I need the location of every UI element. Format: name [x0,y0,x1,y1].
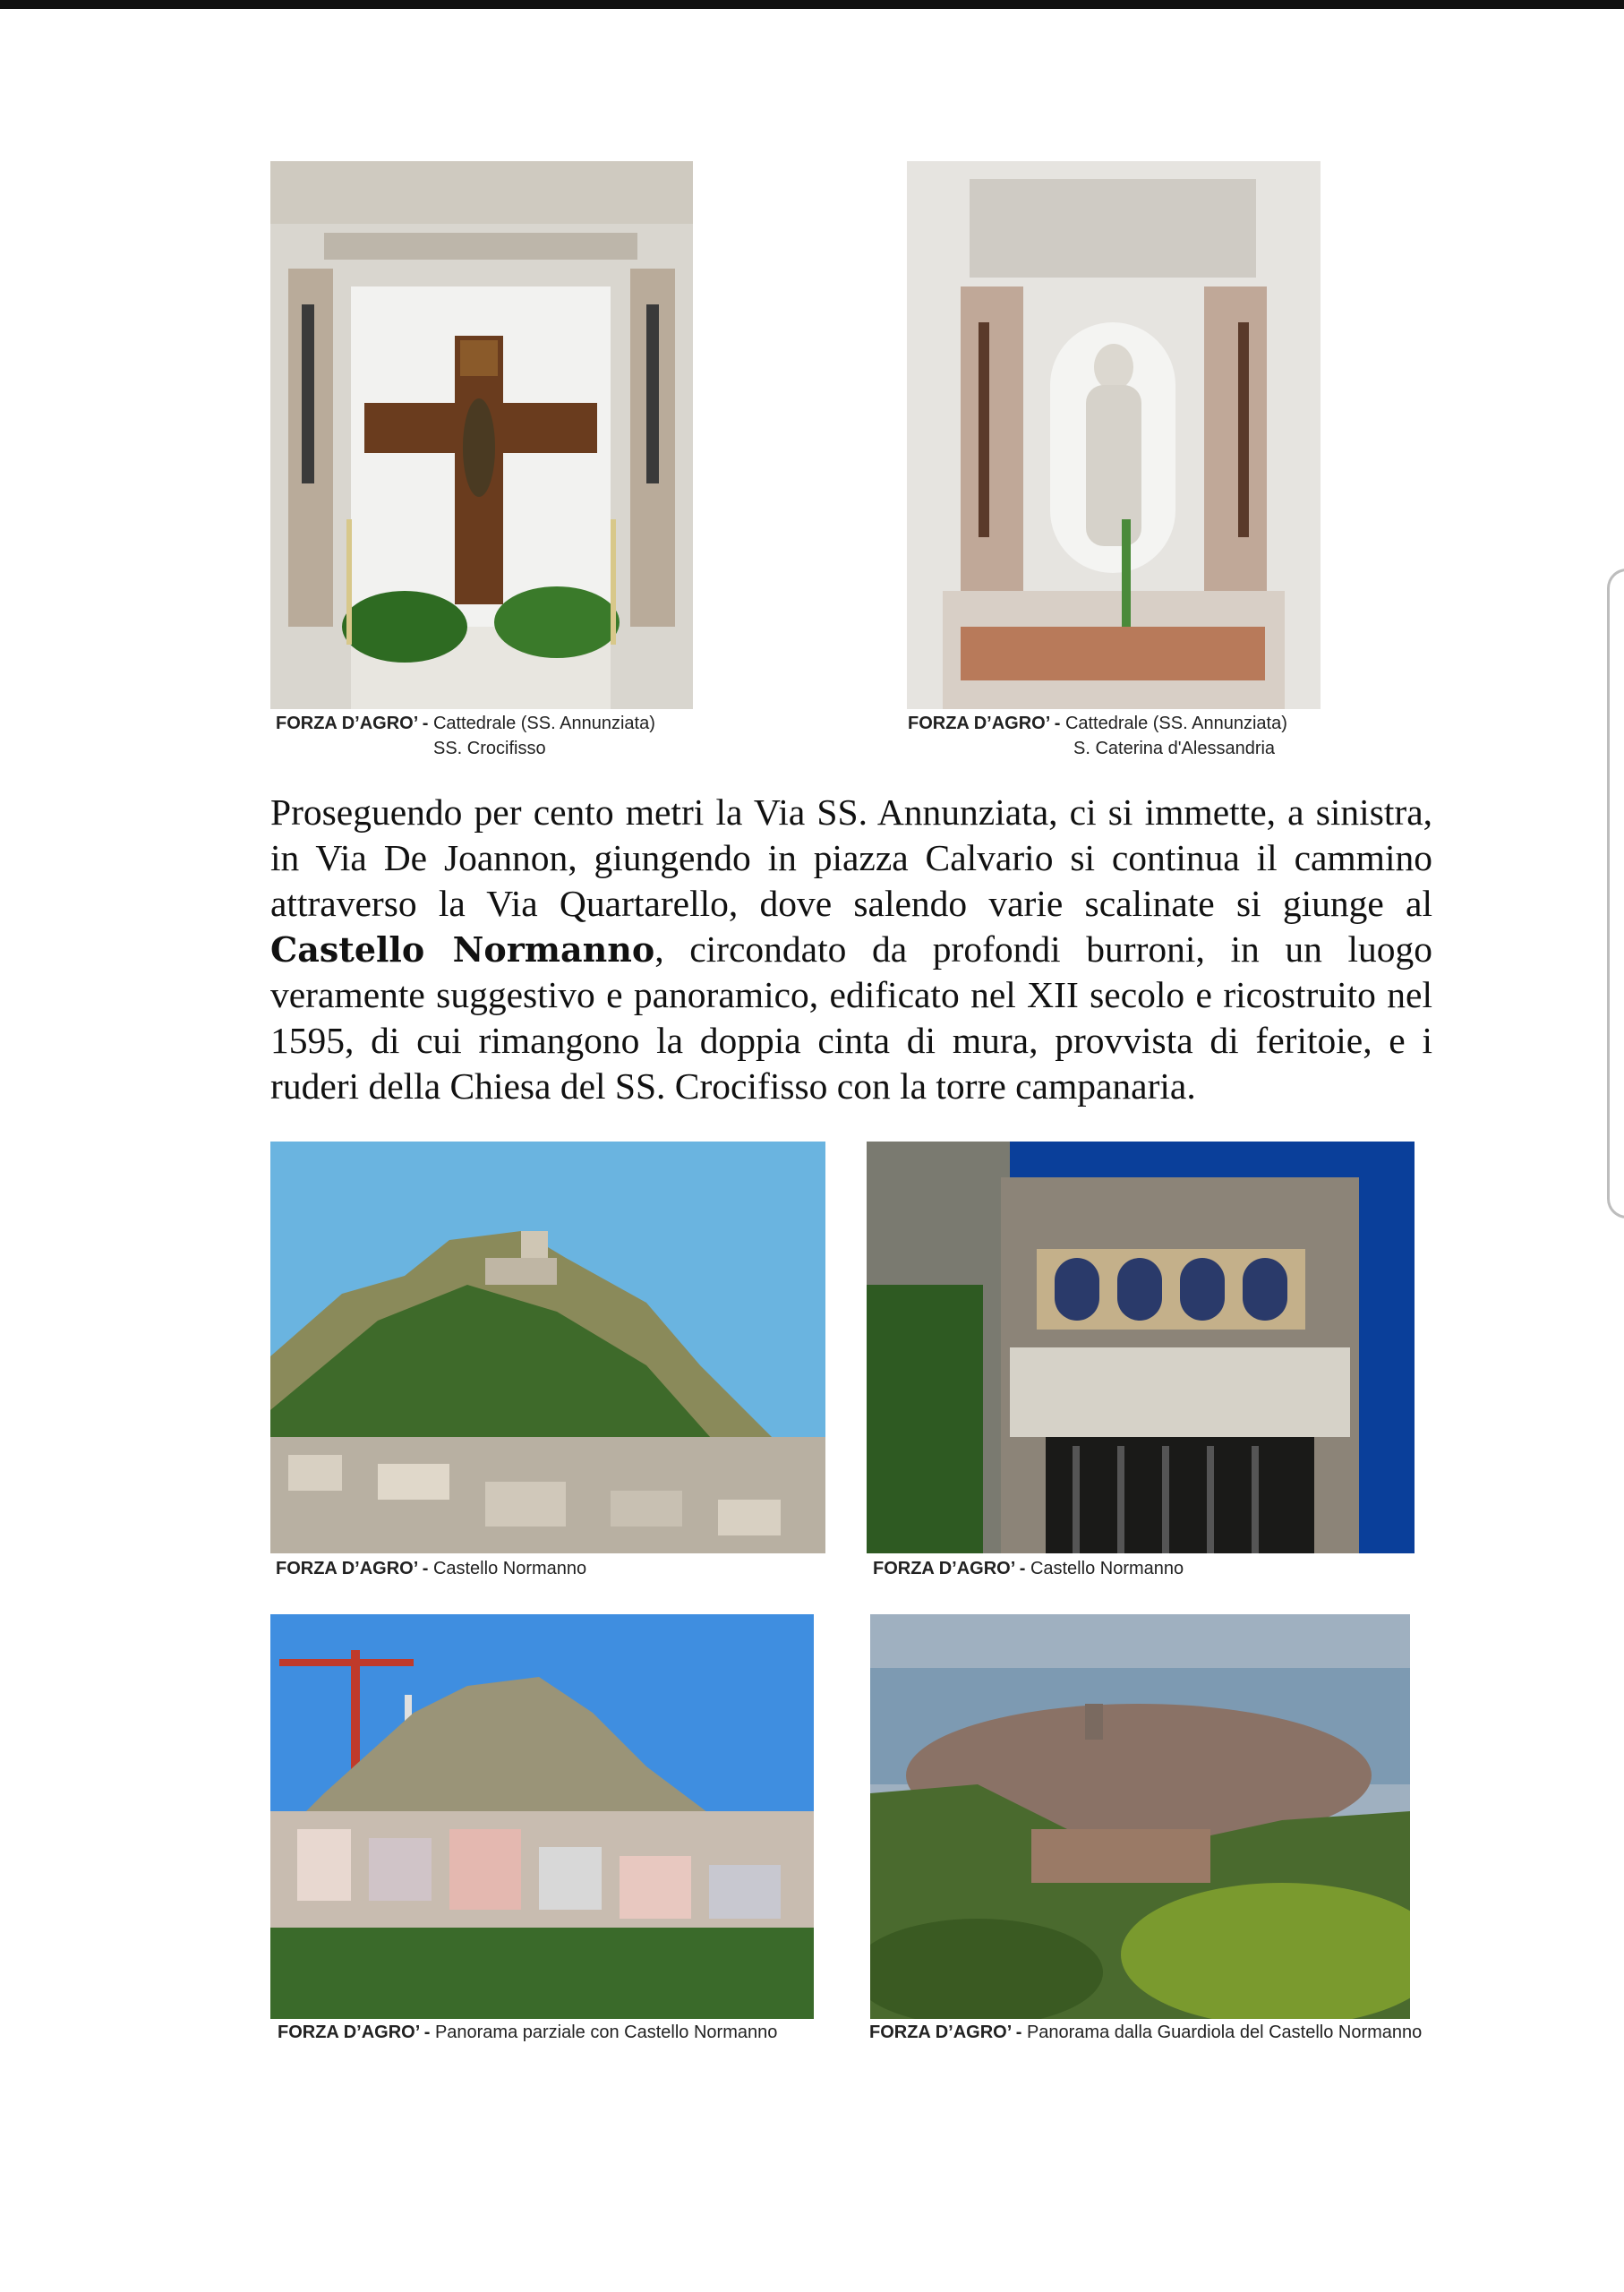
photo-caption: FORZA D’AGRO’ - Panorama dalla Guardiola del Castello Normanno [869,2023,1423,2042]
photo-caption: FORZA D’AGRO’ - Panorama parziale con Castello Normanno [278,2023,778,2042]
photo-caption: FORZA D’AGRO’ - Cattedrale (SS. Annunziata) SS. Crocifisso [276,714,655,758]
body-paragraph: Proseguendo per cento metri la Via SS. Annunziata, ci si immette, a sinistra, in Via De Joannon, giungendo in piazza Calvario si continua il cammino attraverso la Via Quartarello, dove salendo varie scalinate si giunge al Castello Normanno, circondato da profondi burroni, in un luogo veramente suggestivo e panoramico, edificato nel XII secolo e ricostruito nel 1595, di cui rimangono la doppia cinta di mura, provvista di feritoie, e i ruderi della Chiesa del SS. Crocifisso con la torre campanaria. [270,791,1432,1107]
photo-caption: FORZA D’AGRO’ - Castello Normanno [873,1559,1184,1578]
scroll-handle[interactable] [1607,569,1624,1219]
aerial-panorama-photo [870,1614,1410,2019]
photo-caption: FORZA D’AGRO’ - Cattedrale (SS. Annunziata) S. Caterina d'Alessandria [908,714,1287,758]
town-panorama-photo [270,1614,814,2019]
photo-caption: FORZA D’AGRO’ - Castello Normanno [276,1559,587,1578]
top-status-bar [0,0,1624,9]
hill-castle-photo [270,1142,825,1553]
tower-window-photo [867,1142,1415,1553]
crucifix-altar-photo [270,161,693,709]
statue-altar-photo [907,161,1321,709]
